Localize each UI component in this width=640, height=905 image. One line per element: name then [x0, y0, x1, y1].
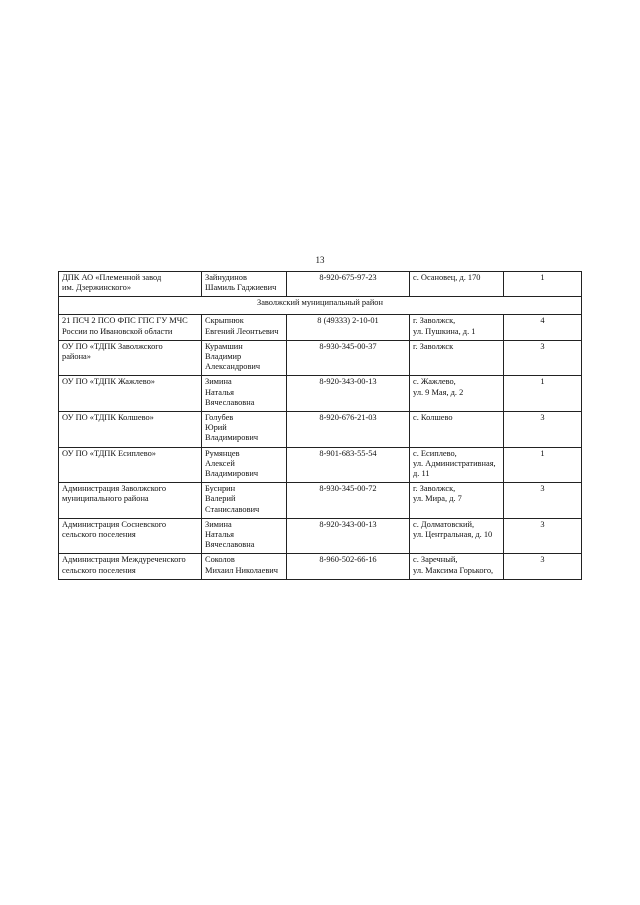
organization-cell-line: ОУ ПО «ТДПК Жажлево» [62, 377, 155, 387]
organization-cell [59, 447, 202, 483]
address-cell-line: ул. 9 Мая, д. 2 [413, 387, 464, 397]
count-cell: 1 [504, 376, 582, 412]
count-cell: 1 [504, 272, 582, 297]
address-cell-line: с. Заречный, [413, 555, 458, 565]
table-row [59, 412, 582, 448]
phone-cell: 8-930-345-00-72 [287, 483, 410, 519]
phone-cell: 8-960-502-66-16 [287, 554, 410, 579]
table-row [59, 554, 582, 579]
contact-person-cell-line: Владимир [205, 352, 242, 362]
contact-person-cell-line: Станиславович [205, 504, 260, 514]
contact-person-cell-line: Вячеславовна [205, 540, 255, 550]
count-cell: 3 [504, 554, 582, 579]
contact-person-cell-line: Владимирович [205, 469, 259, 479]
contact-person-cell-line: Голубев [205, 413, 234, 423]
contact-person-cell-line: Наталья [205, 530, 234, 540]
contact-person-cell [202, 340, 287, 376]
address-cell [410, 518, 504, 554]
contact-person-cell-line: Наталья [205, 387, 234, 397]
contact-person-cell-line: Владимирович [205, 433, 259, 443]
organization-cell-line: ОУ ПО «ТДПК Колшево» [62, 413, 154, 423]
organization-cell [59, 412, 202, 448]
organization-cell-line: ОУ ПО «ТДПК Заволжского [62, 341, 163, 351]
page-number: 13 [315, 255, 325, 265]
table-row [59, 447, 582, 483]
organization-cell [59, 272, 202, 297]
contact-person-cell [202, 518, 287, 554]
address-cell-line: ул. Пушкина, д. 1 [413, 326, 476, 336]
table-row [59, 518, 582, 554]
organization-cell-line: сельского поселения [62, 530, 136, 540]
address-cell-line: с. Осановец, д. 170 [413, 273, 481, 282]
phone-cell: 8 (49333) 2-10-01 [287, 315, 410, 340]
region-header-row [59, 297, 582, 315]
contact-person-cell [202, 483, 287, 519]
organization-cell-line: 21 ПСЧ 2 ПСО ФПС ГПС ГУ МЧС [62, 316, 188, 326]
address-cell-line: г. Заволжск, [413, 316, 456, 326]
organization-cell-line: Администрация Междуреченского [62, 555, 186, 565]
contact-person-cell-line: Евгений Леонтьевич [205, 326, 279, 336]
table-row [59, 483, 582, 519]
contact-person-cell [202, 554, 287, 579]
contact-person-cell-line: Алексей [205, 458, 235, 468]
contact-person-cell-line: Вячеславовна [205, 397, 255, 407]
organization-cell [59, 376, 202, 412]
count-cell: 3 [504, 340, 582, 376]
table-row [59, 315, 582, 340]
contact-person-cell-line: Зимина [205, 377, 232, 387]
contact-person-cell-line: Юрий [205, 423, 227, 433]
contact-person-cell-line: Скрыпнюк [205, 316, 244, 326]
phone-cell: 8-901-683-55-54 [287, 447, 410, 483]
contact-person-cell-line: Буснрин [205, 484, 236, 494]
address-cell [410, 272, 504, 297]
organization-cell-line: им. Дзержинского» [62, 283, 132, 293]
contact-person-cell-line: Валерий [205, 494, 236, 504]
contact-person-cell-line: Курамшин [205, 341, 243, 351]
count-cell: 3 [504, 483, 582, 519]
address-cell [410, 315, 504, 340]
phone-cell: 8-920-343-00-13 [287, 376, 410, 412]
count-cell: 3 [504, 412, 582, 448]
address-cell [410, 554, 504, 579]
phone-cell: 8-920-676-21-03 [287, 412, 410, 448]
organization-cell [59, 483, 202, 519]
organization-cell-line: России по Ивановской области [62, 326, 173, 336]
count-cell: 1 [504, 447, 582, 483]
organization-cell-line: ОУ ПО «ТДПК Есиплево» [62, 448, 156, 458]
address-cell-line: ул. Центральная, д. 10 [413, 530, 493, 540]
address-cell-line: с. Есиплево, [413, 448, 457, 458]
address-cell [410, 483, 504, 519]
organization-cell-line: муниципального района [62, 494, 149, 504]
address-cell-line: г. Заволжск, [413, 484, 456, 494]
address-cell-line: с. Колшево [413, 413, 453, 423]
contact-person-cell-line: Михаил Николаевич [205, 565, 278, 575]
phone-cell: 8-920-343-00-13 [287, 518, 410, 554]
organization-cell [59, 315, 202, 340]
contact-person-cell [202, 315, 287, 340]
organization-cell-line: Администрация Сосневского [62, 519, 167, 529]
organization-cell-line: сельского поселения [62, 565, 136, 575]
contact-person-cell [202, 447, 287, 483]
address-cell [410, 447, 504, 483]
contact-person-cell-line: Шамиль Гаджиевич [205, 283, 277, 293]
organization-cell [59, 340, 202, 376]
table-row [59, 376, 582, 412]
contact-person-cell [202, 272, 287, 297]
count-cell: 3 [504, 518, 582, 554]
table-row [59, 272, 582, 297]
address-cell [410, 412, 504, 448]
address-cell [410, 376, 504, 412]
contact-person-cell-line: Соколов [205, 555, 235, 565]
contact-person-cell-line: Румянцев [205, 448, 240, 458]
contact-person-cell [202, 412, 287, 448]
phone-cell: 8-920-675-97-23 [287, 272, 410, 297]
organization-cell-line: ДПК АО «Племенной завод [62, 273, 162, 282]
phone-cell: 8-930-345-00-37 [287, 340, 410, 376]
address-cell-line: с. Жажлево, [413, 377, 456, 387]
contact-person-cell [202, 376, 287, 412]
address-cell-line: ул. Мира, д. 7 [413, 494, 462, 504]
table-row [59, 340, 582, 376]
address-cell-line: ул. Максима Горького, [413, 565, 494, 575]
address-cell-line: д. 11 [413, 469, 430, 479]
organization-cell-line: Администрация Заволжского [62, 484, 167, 494]
contact-person-cell-line: Александрович [205, 362, 261, 372]
region-header: Заволжский муниципальный район [59, 297, 582, 315]
contact-person-cell-line: Зайнудинов [205, 273, 247, 282]
organization-cell [59, 518, 202, 554]
contact-person-cell-line: Зимина [205, 519, 232, 529]
address-cell-line: ул. Административная, [413, 458, 496, 468]
table-body [59, 272, 582, 580]
organization-cell [59, 554, 202, 579]
address-cell [410, 340, 504, 376]
count-cell: 4 [504, 315, 582, 340]
address-cell-line: с. Долматовский, [413, 519, 475, 529]
contacts-table [58, 271, 582, 580]
address-cell-line: г. Заволжск [413, 341, 454, 351]
organization-cell-line: района» [62, 352, 91, 362]
